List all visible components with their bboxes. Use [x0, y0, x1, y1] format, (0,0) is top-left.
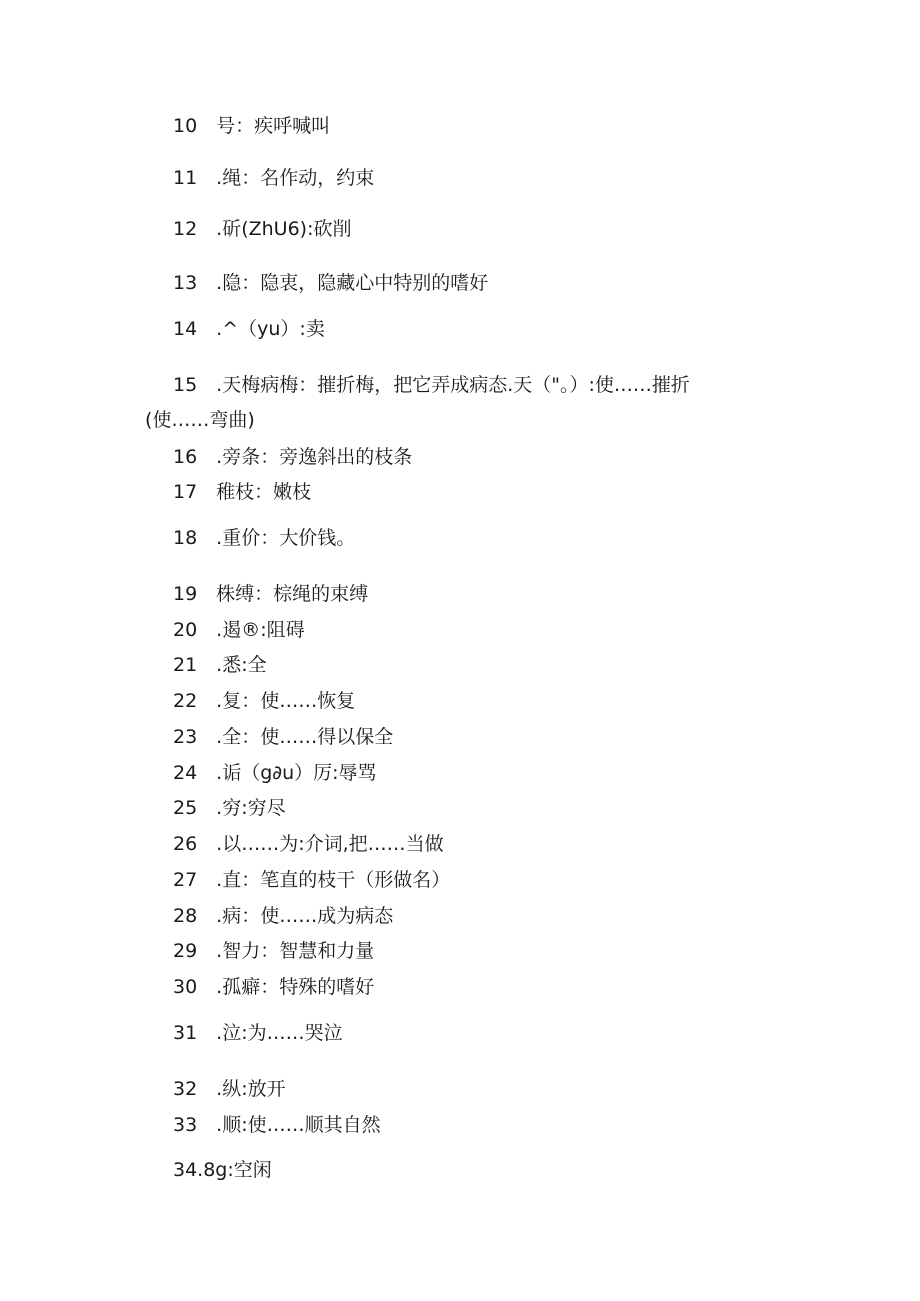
- entry-32: 32 .纵:放开: [173, 1078, 286, 1100]
- entry-28: 28 .病：使……成为病态: [173, 905, 394, 927]
- entry-31: 31 .泣:为……哭泣: [173, 1022, 343, 1044]
- entry-15: 15 .天梅病梅：摧折梅，把它弄成病态.天（"。）:使……摧折: [173, 374, 690, 396]
- entry-27: 27 .直：笔直的枝干（形做名）: [173, 869, 451, 891]
- entry-23: 23 .全：使……得以保全: [173, 726, 394, 748]
- entry-12: 12 .斫(ZhU6):砍削: [173, 218, 352, 240]
- entry-21: 21 .悉:全: [173, 654, 267, 676]
- entry-26: 26 .以……为:介词,把……当做: [173, 833, 444, 855]
- entry-17: 17 稚枝：嫩枝: [173, 481, 312, 503]
- entry-25: 25 .穷:穷尽: [173, 797, 286, 819]
- entry-30: 30 .孤癖：特殊的嗜好: [173, 976, 375, 998]
- entry-11: 11 .绳：名作动，约束: [173, 167, 375, 189]
- entry-33: 33 .顺:使……顺其自然: [173, 1114, 381, 1136]
- entry-15-continuation: (使……弯曲): [145, 409, 255, 431]
- entry-14: 14 .^（yu）:卖: [173, 318, 325, 340]
- entry-34: 34.8g:空闲: [173, 1159, 272, 1181]
- entry-22: 22 .复：使……恢复: [173, 690, 356, 712]
- entry-19: 19 株缚：棕绳的束缚: [173, 583, 369, 605]
- entry-16: 16 .旁条：旁逸斜出的枝条: [173, 446, 413, 468]
- entry-29: 29 .智力：智慧和力量: [173, 940, 375, 962]
- entry-18: 18 .重价：大价钱。: [173, 527, 356, 549]
- entry-13: 13 .隐：隐衷，隐藏心中特别的嗜好: [173, 272, 489, 294]
- entry-24: 24 .诟（g∂u）厉:辱骂: [173, 762, 377, 784]
- entry-10: 10 号：疾呼喊叫: [173, 115, 331, 137]
- entry-20: 20 .遏®:阻碍: [173, 619, 305, 641]
